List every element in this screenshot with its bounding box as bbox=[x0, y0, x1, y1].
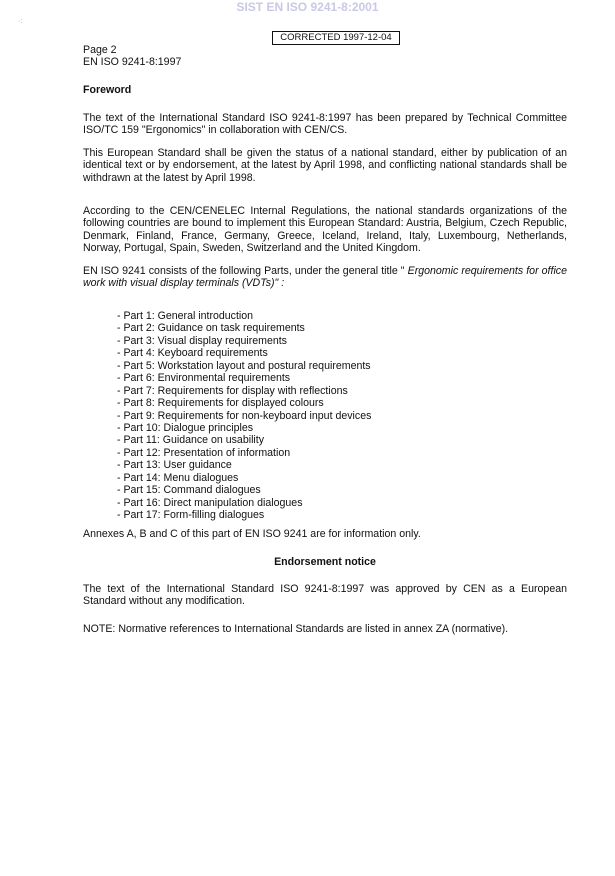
list-item: - Part 16: Direct manipulation dialogues bbox=[117, 496, 303, 509]
list-item: - Part 17: Form-filling dialogues bbox=[117, 509, 265, 521]
endorsement-paragraph: The text of the International Standard ISO 9241-8:1997 was approved by CEN as a European Standard without any modification. bbox=[83, 583, 567, 608]
list-item: - Part 13: User guidance bbox=[117, 459, 232, 472]
list-item: - Part 6: Environmental requirements bbox=[117, 372, 291, 385]
page-header bbox=[83, 44, 567, 69]
annexes-note: Annexes A, B and C of this part of EN ISO 9241 are for information only. bbox=[83, 528, 421, 540]
foreword-paragraph-4 bbox=[83, 265, 567, 290]
endorsement-heading: Endorsement notice bbox=[274, 556, 376, 568]
foreword-paragraph-1: The text of the International Standard ISO 9241-8:1997 has been prepared by Technical Committee ISO/TC 159 "Ergonomics" in collaboration with CEN/CS. bbox=[83, 112, 567, 137]
document-id: EN ISO 9241-8:1997 bbox=[83, 56, 182, 69]
list-item: - Part 9: Requirements for non-keyboard input devices bbox=[117, 409, 372, 422]
corrected-stamp: CORRECTED 1997-12-04 bbox=[272, 31, 400, 45]
list-item: - Part 11: Guidance on usability bbox=[117, 434, 265, 447]
list-item: - Part 12: Presentation of information bbox=[117, 446, 291, 459]
foreword-paragraph-2: This European Standard shall be given the status of a national standard, either by publication of an identical text or by endorsement, at the latest by April 1998, and conflicting national standards shall be withdrawn at the latest by April 1998. bbox=[83, 147, 567, 184]
list-item: - Part 5: Workstation layout and postural requirements bbox=[117, 359, 371, 372]
parts-intro: EN ISO 9241 consists of the following Parts, under the general title " bbox=[83, 265, 408, 277]
scan-speck: ·: bbox=[18, 18, 23, 25]
general-title: Ergonomic requirements for office work with visual display terminals (VDTs)" : bbox=[83, 265, 567, 290]
list-item: - Part 4: Keyboard requirements bbox=[117, 347, 268, 360]
list-item: - Part 8: Requirements for displayed colours bbox=[117, 397, 324, 410]
page-number: Page 2 bbox=[83, 44, 117, 56]
list-item: - Part 14: Menu dialogues bbox=[117, 471, 239, 484]
list-item: - Part 10: Dialogue principles bbox=[117, 421, 254, 434]
watermark: SIST EN ISO 9241-8:2001 bbox=[236, 0, 379, 14]
list-item: - Part 7: Requirements for display with reflections bbox=[117, 384, 348, 397]
list-item: - Part 15: Command dialogues bbox=[117, 484, 261, 497]
normative-note: NOTE: Normative references to International Standards are listed in annex ZA (normative). bbox=[83, 623, 509, 635]
list-item: - Part 3: Visual display requirements bbox=[117, 334, 287, 347]
foreword-paragraph-3: According to the CEN/CENELEC Internal Regulations, the national standards organizations of the following countries are bound to implement this European Standard: Austria, Belgium, Czech Republic, Denmark, Finland, France, Germany, Greece, Iceland, Ireland, Italy, Luxembourg, Netherlands, Norway, Portugal, Spain, Sweden, Switzerland and the United Kingdom. bbox=[83, 205, 567, 255]
list-item: - Part 2: Guidance on task requirements bbox=[117, 322, 305, 335]
list-item: - Part 1: General introduction bbox=[117, 310, 254, 322]
foreword-heading: Foreword bbox=[83, 84, 132, 96]
parts-list bbox=[117, 310, 371, 521]
